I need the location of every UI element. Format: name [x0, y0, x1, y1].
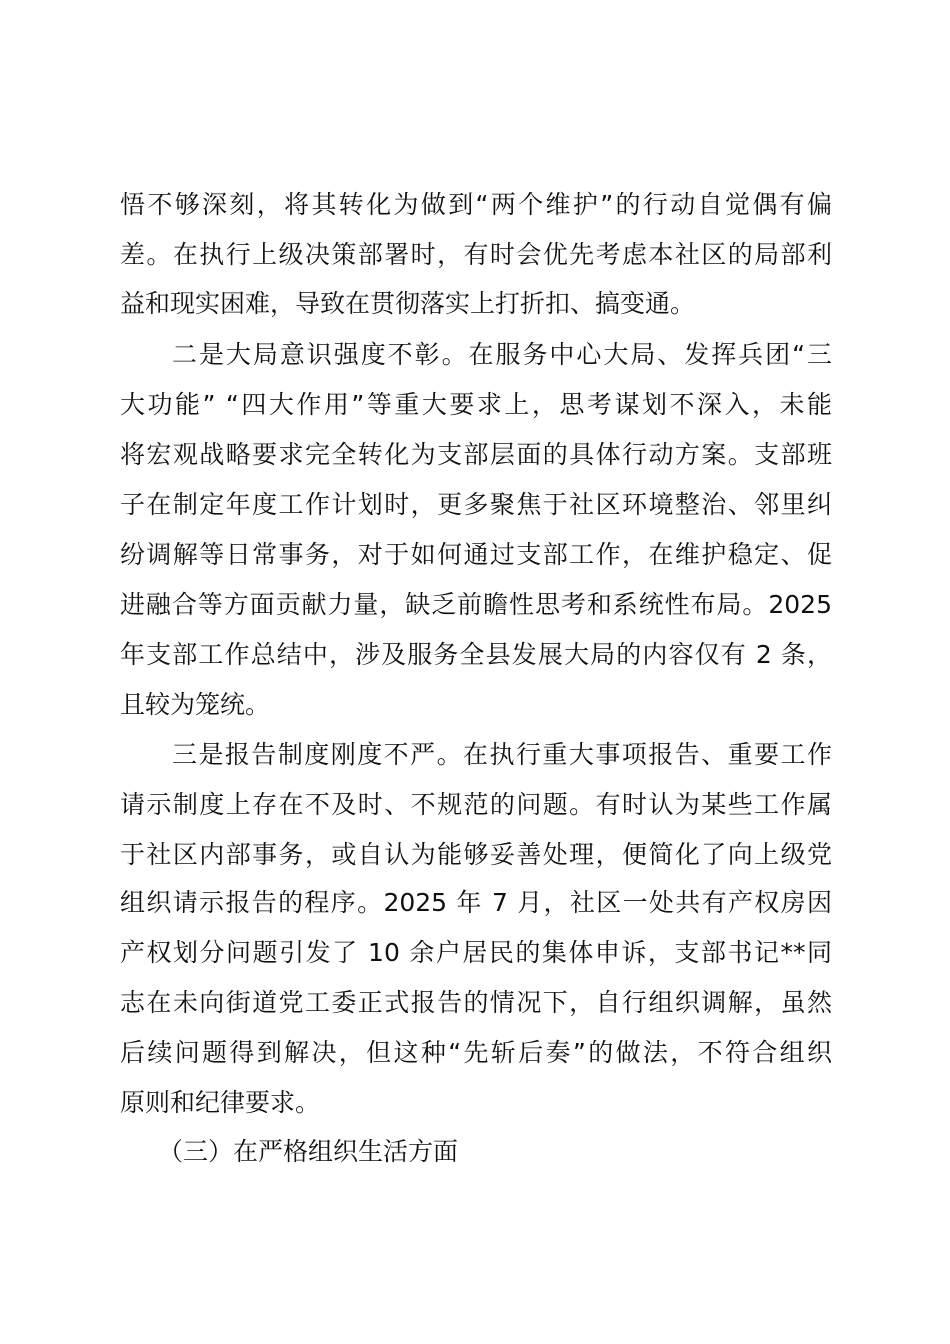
- body-text-line: 进融合等方面贡献力量，缺乏前瞻性思考和系统性布局。2025: [120, 590, 832, 619]
- body-text-line: 请示制度上存在不及时、不规范的问题。有时认为某些工作属: [120, 790, 832, 819]
- body-text-line: 且较为笼统。: [120, 690, 271, 719]
- body-text-line: 后续问题得到解决，但这种“先斩后奏”的做法，不符合组织: [120, 1038, 832, 1067]
- body-text-line: 大功能” “四大作用”等重大要求上，思考谋划不深入，未能: [120, 390, 832, 419]
- body-text-line: 悟不够深刻，将其转化为做到“两个维护”的行动自觉偶有偏: [120, 190, 832, 219]
- body-text-line: 二是大局意识强度不彰。在服务中心大局、发挥兵团“三: [172, 340, 832, 369]
- body-text-line: 将宏观战略要求完全转化为支部层面的具体行动方案。支部班: [120, 440, 832, 469]
- body-text-line: 子在制定年度工作计划时，更多聚焦于社区环境整治、邻里纠: [120, 490, 832, 519]
- body-text-line: 差。在执行上级决策部署时，有时会优先考虑本社区的局部利: [120, 240, 832, 269]
- body-text-line: 原则和纪律要求。: [120, 1088, 321, 1117]
- body-text-line: 志在未向街道党工委正式报告的情况下，自行组织调解，虽然: [120, 988, 832, 1017]
- body-text-line: 产权划分问题引发了 10 余户居民的集体申诉，支部书记**同: [120, 938, 832, 967]
- body-text-line: 纷调解等日常事务，对于如何通过支部工作，在维护稳定、促: [120, 540, 832, 569]
- section-heading: （三）在严格组织生活方面: [158, 1137, 459, 1166]
- body-text-line: 于社区内部事务，或自认为能够妥善处理，便简化了向上级党: [120, 840, 832, 869]
- body-text-line: 三是报告制度刚度不严。在执行重大事项报告、重要工作: [172, 740, 832, 769]
- body-text-line: 益和现实困难，导致在贯彻落实上打折扣、搞变通。: [120, 289, 696, 318]
- body-text-line: 年支部工作总结中，涉及服务全县发展大局的内容仅有 2 条，: [120, 640, 832, 669]
- body-text-line: 组织请示报告的程序。2025 年 7 月，社区一处共有产权房因: [120, 888, 832, 917]
